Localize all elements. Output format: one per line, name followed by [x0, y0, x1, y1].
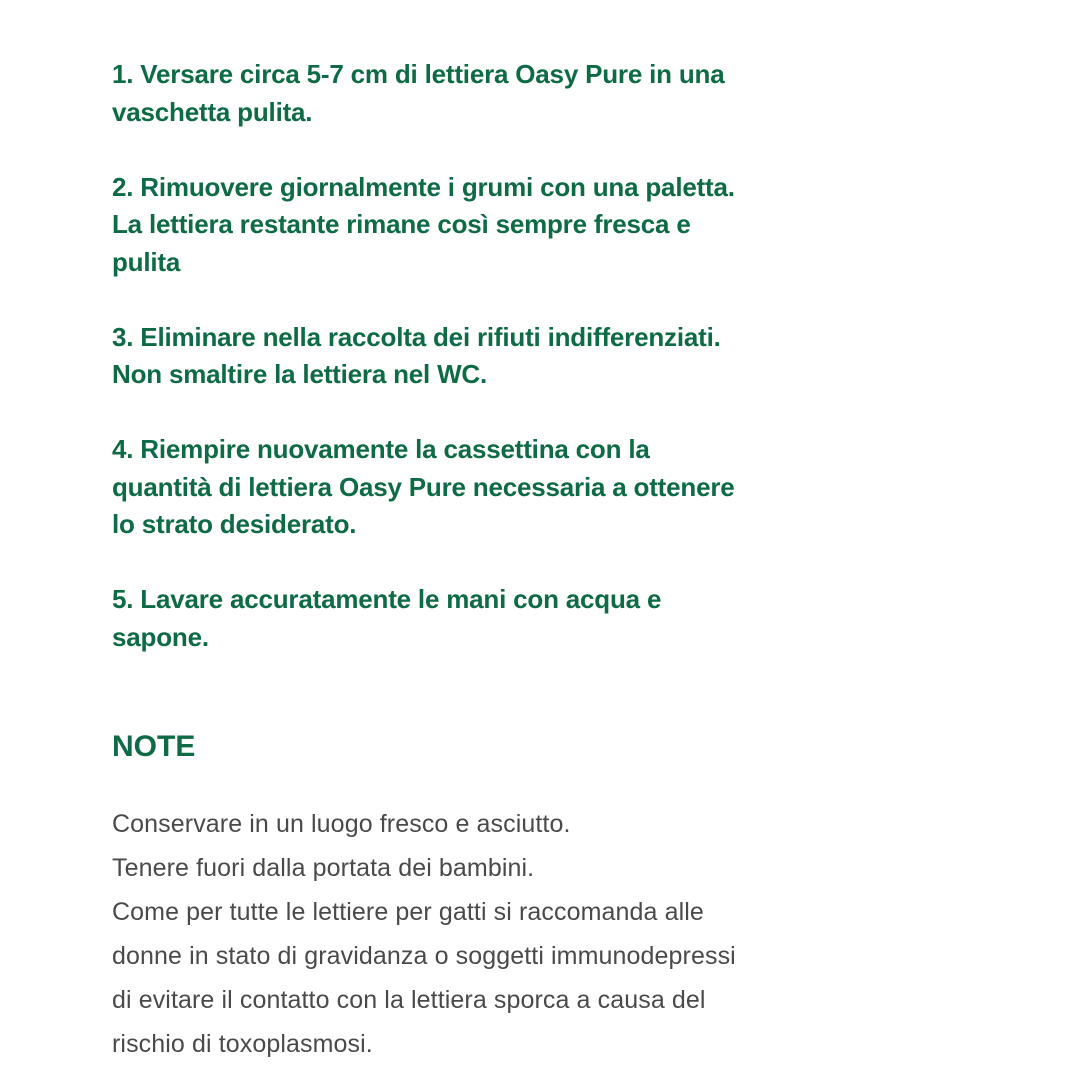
step-1-line-2: vaschetta pulita. [112, 96, 313, 127]
note-line-2: Tenere fuori dalla portata dei bambini. [112, 854, 535, 882]
steps-list [112, 56, 832, 656]
step-2-line-3: pulita [112, 246, 181, 277]
step-2-line-1: 2. Rimuovere giornalmente i grumi con una paletta. [112, 171, 735, 202]
instructions-panel [112, 56, 832, 1058]
step-4-line-2: quantità di lettiera Oasy Pure necessaria a ottenere [112, 471, 735, 502]
step-5-line-1: 5. Lavare accuratamente le mani con acqua e [112, 584, 662, 614]
step-item-4 [112, 431, 832, 544]
note-line-4: donne in stato di gravidanza o soggetti immunodepressi [112, 942, 736, 970]
step-item-2 [112, 169, 832, 282]
step-2-line-2: La lettiera restante rimane così sempre fresca e [112, 209, 691, 239]
note-body [112, 802, 736, 1066]
step-item-1 [112, 56, 832, 131]
step-5-line-2: sapone. [112, 621, 209, 652]
note-line-3: Come per tutte le lettiere per gatti si raccomanda alle [112, 898, 704, 926]
step-item-5 [112, 581, 832, 656]
step-item-3 [112, 319, 832, 394]
note-line-6: rischio di toxoplasmosi. [112, 1030, 373, 1058]
note-heading: NOTE [112, 730, 196, 763]
step-4-line-3: lo strato desiderato. [112, 509, 357, 539]
step-3-line-1: 3. Eliminare nella raccolta dei rifiuti indifferenziati. [112, 321, 721, 352]
step-3-line-2: Non smaltire la lettiera nel WC. [112, 359, 488, 389]
step-4-line-1: 4. Riempire nuovamente la cassettina con la [112, 434, 650, 464]
note-line-1: Conservare in un luogo fresco e asciutto. [112, 810, 571, 838]
step-1-line-1: 1. Versare circa 5-7 cm di lettiera Oasy Pure in una [112, 59, 725, 89]
note-line-5: di evitare il contatto con la lettiera sporca a causa del [112, 986, 706, 1014]
